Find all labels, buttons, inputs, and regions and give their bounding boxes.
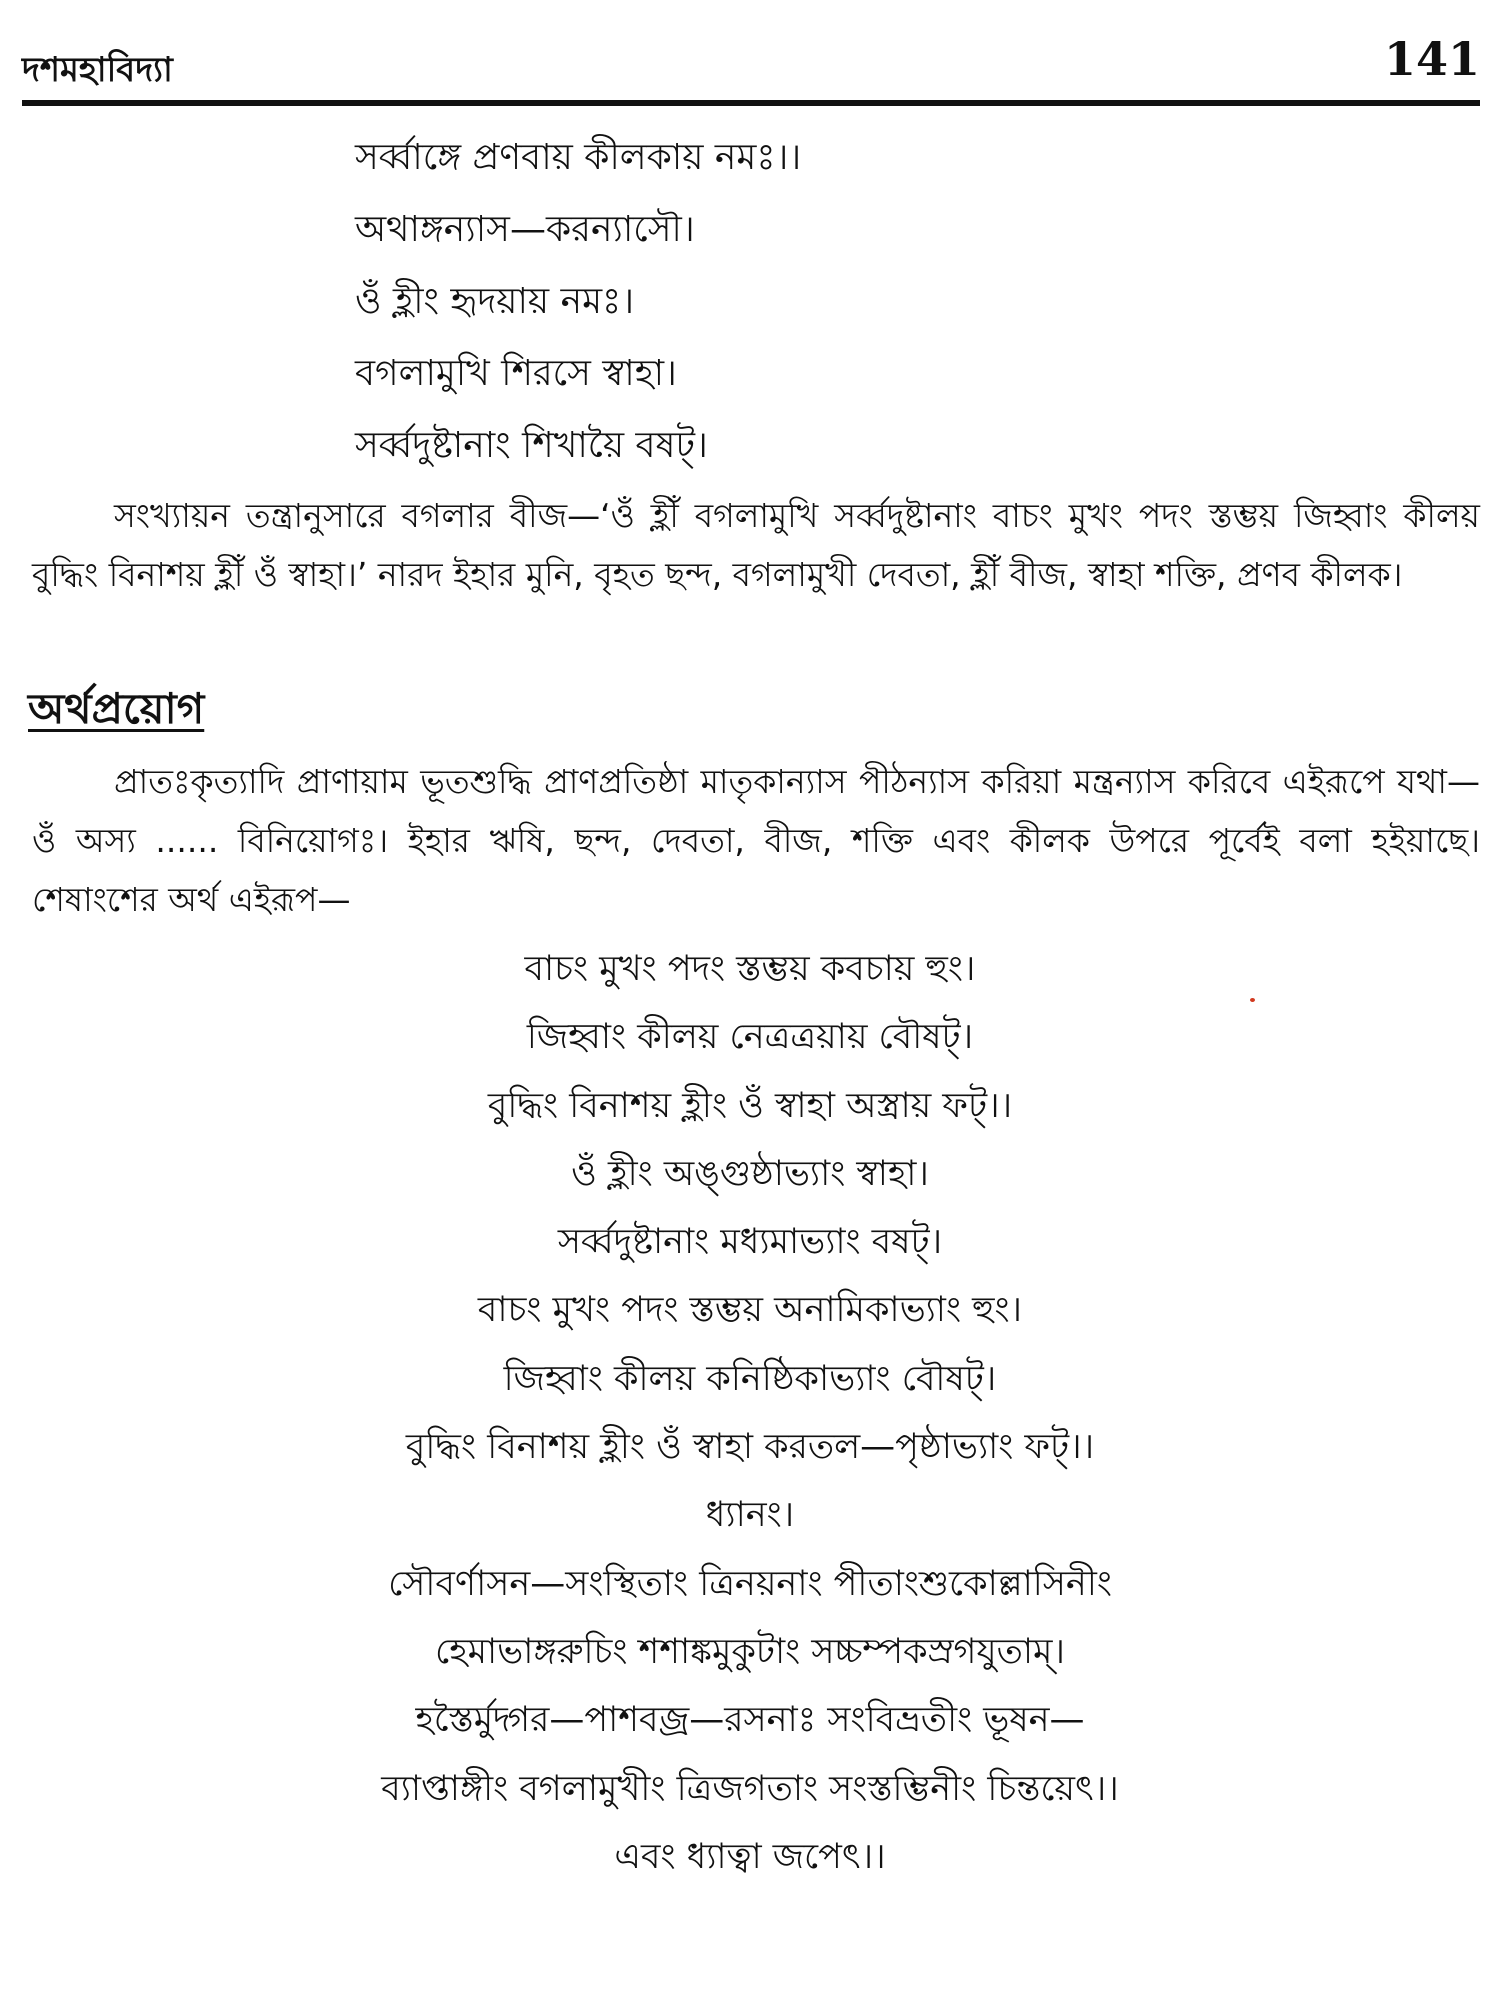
- verse-line: সৌবর্ণাসন—সংস্থিতাং ত্রিনয়নাং পীতাংশুকোল্লাসিনীং: [388, 1563, 1112, 1604]
- page-number: 141: [1383, 32, 1480, 86]
- paragraph-text: প্রাতঃকৃত্যাদি প্রাণায়াম ভূতশুদ্ধি প্রাণপ্রতিষ্ঠা মাতৃকান্যাস পীঠন্যাস করিয়া মন্ত্রন্যাস করিবে এইরূপে যথা—ওঁ অস্য ...... বিনিয়োগঃ। ইহার ঋষি, ছন্দ, দেবতা, বীজ, শক্তি এবং কীলক উপরে পূর্বেই বলা হইয়াছে। শেষাংশের অর্থ এইরূপ—: [32, 762, 1480, 919]
- running-title: দশমহাবিদ্যা: [22, 50, 173, 90]
- verse-line: বুদ্ধিং বিনাশয় হ্লীং ওঁ স্বাহা অস্ত্রায় ফট্।।: [487, 1085, 1013, 1126]
- verse-line: জিহ্বাং কীলয় কনিষ্ঠিকাভ্যাং বৌষট্।: [503, 1358, 997, 1399]
- verse-line: ধ্যানং।: [705, 1495, 795, 1536]
- verse-line: এবং ধ্যাত্বা জপেৎ।।: [614, 1836, 886, 1877]
- verse-line: সর্ব্বাঙ্গে প্রণবায় কীলকায় নমঃ।।: [355, 137, 802, 178]
- verse-line: হস্তৈর্মুদ্গর—পাশবজ্র—রসনাঃ সংবিভ্রতীং ভূষন—: [415, 1700, 1085, 1741]
- verse-line: সর্ব্বদুষ্টানাং মধ্যমাভ্যাং বষট্।: [557, 1222, 943, 1263]
- header-rule: [22, 100, 1480, 106]
- verse-line: বুদ্ধিং বিনাশয় হ্লীং ওঁ স্বাহা করতল—পৃষ্ঠাভ্যাং ফট্।।: [405, 1427, 1095, 1468]
- verse-line: বাচং মুখং পদং স্তম্ভয় অনামিকাভ্যাং হুং।: [477, 1290, 1023, 1331]
- verse-line: ব্যাপ্তাঙ্গীং বগলামুখীং ত্রিজগতাং সংস্তম্ভিনীং চিন্তয়েৎ।।: [381, 1768, 1119, 1809]
- verse-line: ওঁ হ্লীং অঙ্গুষ্ঠাভ্যাং স্বাহা।: [571, 1153, 929, 1194]
- verse-line: অথাঙ্গন্যাস—করন্যাসৌ।: [355, 209, 695, 250]
- verse-line: সর্ব্বদুষ্টানাং শিখায়ৈ বষট্।: [355, 425, 708, 466]
- paragraph-text: সংখ্যায়ন তন্ত্রানুসারে বগলার বীজ—‘ওঁ হ্লীঁ বগলামুখি সর্ব্বদুষ্টানাং বাচং মুখং পদং স্তম্ভয় জিহ্বাং কীলয় বুদ্ধিং বিনাশয় হ্লীঁ ওঁ স্বাহা।’ নারদ ইহার মুনি, বৃহত ছন্দ, বগলামুখী দেবতা, হ্লীঁ বীজ, স্বাহা শক্তি, প্রণব কীলক।: [32, 496, 1480, 594]
- paragraph-bija: [32, 486, 1480, 604]
- verse-line: জিহ্বাং কীলয় নেত্রত্রয়ায় বৌষট্।: [526, 1017, 974, 1058]
- verse-line: বাচং মুখং পদং স্তম্ভয় কবচায় হুং।: [524, 949, 976, 989]
- verse-block-dhyana: [0, 935, 1500, 1891]
- ink-speck: [1250, 998, 1255, 1002]
- verse-line: হেমাভাঙ্গরুচিং শশাঙ্কমুকুটাং সচ্চম্পকস্রগযুতাম্।: [435, 1631, 1065, 1672]
- verse-line: বগলামুখি শিরসে স্বাহা।: [355, 353, 677, 394]
- page-header: [22, 30, 1480, 94]
- verse-block-nyasa: [355, 122, 1355, 482]
- section-heading: অর্থপ্রয়োগ: [28, 684, 205, 733]
- verse-line: ওঁ হ্লীং হৃদয়ায় নমঃ।: [355, 281, 635, 322]
- paragraph-procedure: [32, 752, 1480, 929]
